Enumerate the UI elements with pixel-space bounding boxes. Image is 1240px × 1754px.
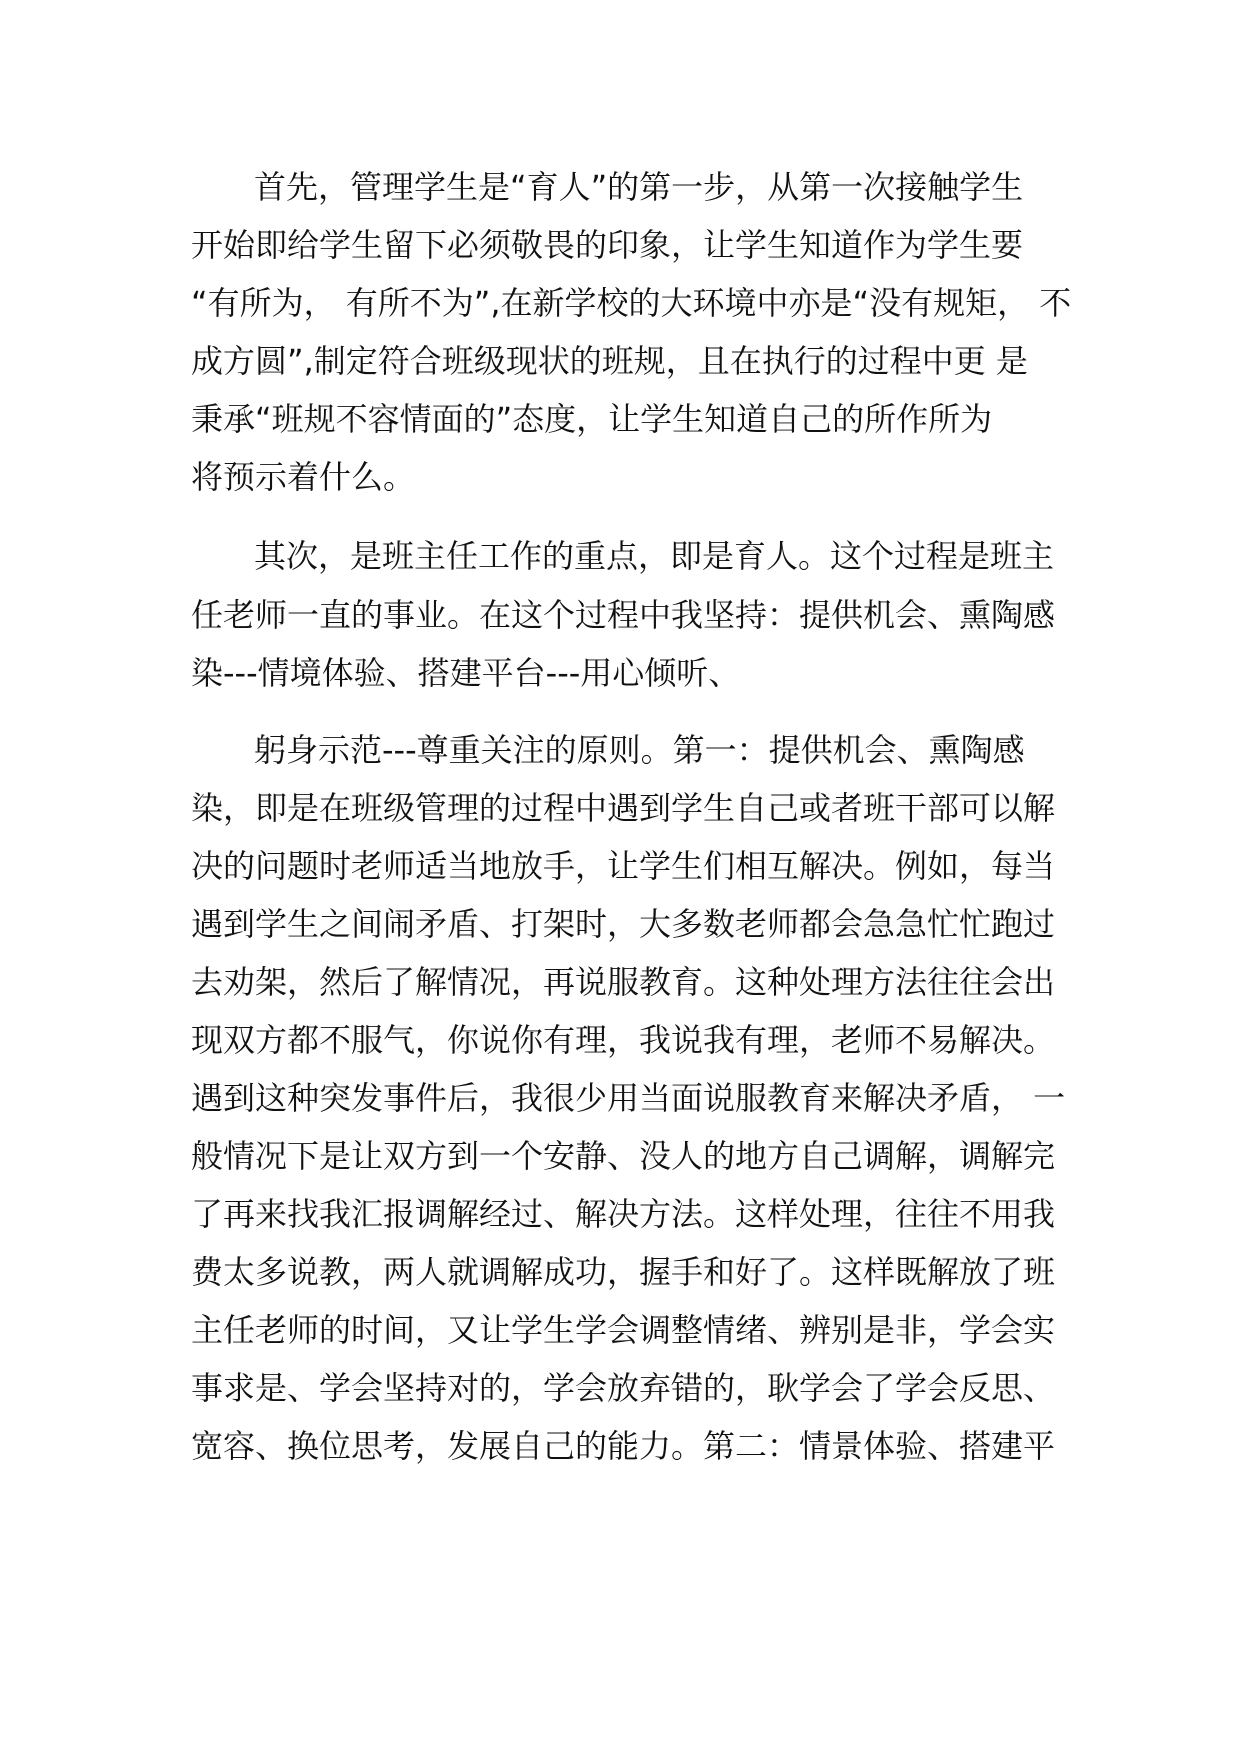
paragraph-1-line-3: “有所为， 有所不为”,在新学校的大环境中亦是“没有规矩， 不 <box>191 284 1072 322</box>
paragraph-3-line-13: 宽容、换位思考，发展自己的能力。第二：情景体验、搭建平 <box>191 1427 1056 1465</box>
paragraph-3-line-8: 般情况下是让双方到一个安静、没人的地方自己调解，调解完 <box>191 1137 1056 1175</box>
paragraph-1-line-2: 开始即给学生留下必须敬畏的印象，让学生知道作为学生要 <box>191 226 1024 264</box>
paragraph-1-line-6: 将预示着什么。 <box>191 458 416 496</box>
paragraph-3-line-1: 躬身示范---尊重关注的原则。第一：提供机会、熏陶感 <box>254 731 1025 769</box>
paragraph-3-line-9: 了再来找我汇报调解经过、解决方法。这样处理，往往不用我 <box>191 1195 1056 1233</box>
paragraph-3-line-11: 主任老师的时间，又让学生学会调整情绪、辨别是非，学会实 <box>191 1311 1056 1349</box>
paragraph-3-line-6: 现双方都不服气，你说你有理，我说我有理，老师不易解决。 <box>191 1021 1056 1059</box>
paragraph-3-line-3: 决的问题时老师适当地放手，让学生们相互解决。例如，每当 <box>191 847 1056 885</box>
paragraph-2-line-3: 染---情境体验、搭建平台---用心倾听、 <box>191 654 741 692</box>
paragraph-3-line-5: 去劝架，然后了解情况，再说服教育。这种处理方法往往会出 <box>191 963 1056 1001</box>
paragraph-3-line-12: 事求是、学会坚持对的，学会放弃错的，耿学会了学会反思、 <box>191 1369 1056 1407</box>
paragraph-3-line-2: 染，即是在班级管理的过程中遇到学生自己或者班干部可以解 <box>191 789 1056 827</box>
paragraph-3-line-7: 遇到这种突发事件后，我很少用当面说服教育来解决矛盾， 一 <box>191 1079 1066 1117</box>
paragraph-1-line-4: 成方圆”,制定符合班级现状的班规，且在执行的过程中更 是 <box>191 342 1028 380</box>
paragraph-1-line-1: 首先，管理学生是“育人”的第一步，从第一次接触学生 <box>254 168 1024 206</box>
paragraph-3-line-10: 费太多说教，两人就调解成功，握手和好了。这样既解放了班 <box>191 1253 1056 1291</box>
paragraph-3-line-4: 遇到学生之间闹矛盾、打架时，大多数老师都会急急忙忙跑过 <box>191 905 1056 943</box>
paragraph-1-line-5: 秉承“班规不容情面的”态度，让学生知道自己的所作所为 <box>191 400 993 438</box>
paragraph-2-line-2: 任老师一直的事业。在这个过程中我坚持：提供机会、熏陶感 <box>191 596 1056 634</box>
paragraph-2-line-1: 其次，是班主任工作的重点，即是育人。这个过程是班主 <box>254 537 1055 575</box>
